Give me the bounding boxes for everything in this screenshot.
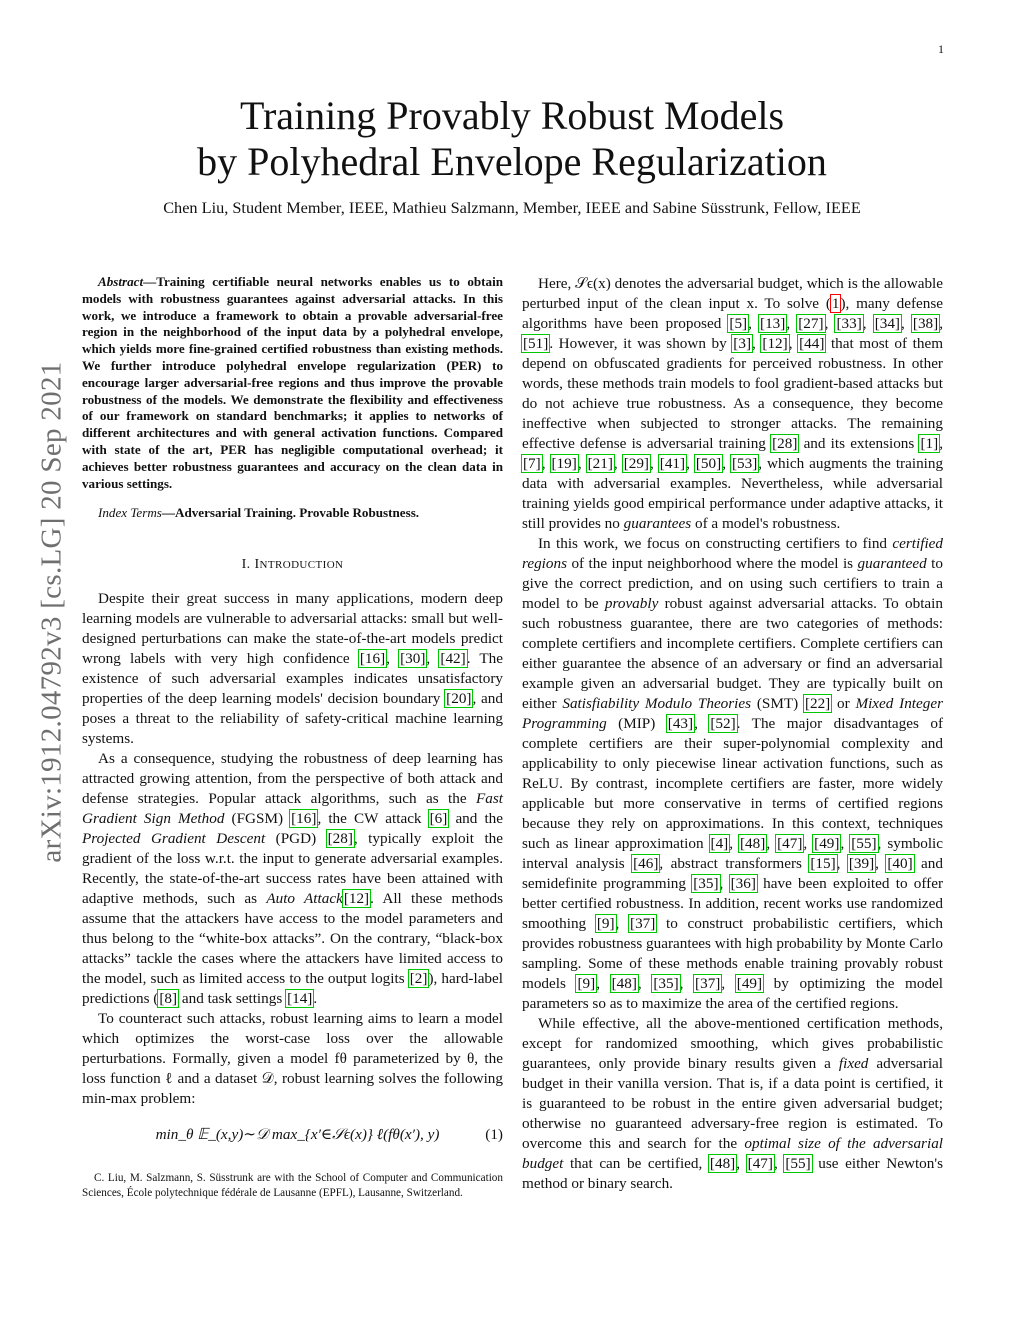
citation-link[interactable]: [20] bbox=[446, 690, 472, 708]
citation-link[interactable]: [16] bbox=[359, 650, 386, 668]
section-heading-introduction bbox=[82, 555, 503, 575]
citation-link[interactable]: [36] bbox=[730, 875, 756, 892]
citation-link[interactable]: [44] bbox=[799, 335, 825, 352]
author-affiliation-footnote: C. Liu, M. Salzmann, S. Süsstrunk are with the School of Computer and Communication Sciences, École polytechnique fédérale de Lausanne (EPFL), Lausanne, Switzerland. bbox=[82, 1172, 503, 1200]
citation-link[interactable]: [37] bbox=[630, 915, 656, 932]
citation-link[interactable]: [33] bbox=[836, 315, 862, 332]
intro-paragraph-1: Despite their great success in many applications, modern deep learning models are vulnerable to adversarial attacks: small but well-designed perturbations can make the state-of-the-art models predict wrong labels with very high confidence [16], [30], [42]. The existence of such adversarial examples indicates unsatisfactory properties of the deep learning models' decision boundary [20], and poses a threat to the reliability of safety-critical machine learning systems. bbox=[82, 590, 504, 748]
citation-link[interactable]: [16] bbox=[291, 810, 317, 828]
citation-link[interactable]: [46] bbox=[633, 855, 659, 872]
citation-link[interactable]: [40] bbox=[887, 855, 913, 872]
citation-link[interactable]: [21] bbox=[587, 455, 613, 472]
citation-link[interactable]: [37] bbox=[695, 975, 721, 992]
citation-link[interactable]: [51] bbox=[523, 335, 549, 352]
arxiv-stamp: arXiv:1912.04792v3 [cs.LG] 20 Sep 2021 bbox=[35, 361, 68, 863]
citation-link[interactable]: [42] bbox=[440, 650, 466, 668]
citation-link[interactable]: [28] bbox=[772, 435, 798, 452]
index-terms bbox=[82, 504, 503, 521]
title-line-1: Training Provably Robust Models bbox=[239, 93, 785, 138]
citation-link[interactable]: [47] bbox=[747, 1155, 773, 1172]
citation-link[interactable]: [39] bbox=[848, 855, 875, 872]
section-rest: NTRODUCTION bbox=[259, 559, 344, 572]
citation-link[interactable]: [55] bbox=[851, 835, 877, 852]
citation-link[interactable]: [14] bbox=[287, 990, 313, 1008]
citation-link[interactable]: [6] bbox=[429, 810, 448, 828]
left-column bbox=[82, 274, 503, 1201]
paper-title bbox=[100, 93, 924, 185]
citation-link[interactable]: [49] bbox=[736, 975, 763, 992]
citation-link[interactable]: [22] bbox=[804, 695, 831, 712]
citation-link[interactable]: [48] bbox=[740, 835, 766, 852]
citation-link[interactable]: [41] bbox=[659, 455, 686, 472]
section-initial: I bbox=[254, 557, 260, 573]
equation-reference-link[interactable]: 1 bbox=[831, 295, 840, 312]
citation-link[interactable]: [2] bbox=[409, 970, 428, 988]
citation-link[interactable]: [29] bbox=[623, 455, 649, 472]
citation-link[interactable]: [48] bbox=[709, 1155, 736, 1172]
author-line: Chen Liu, Student Member, IEEE, Mathieu Salzmann, Member, IEEE and Sabine Süsstrunk, Fellow, IEEE bbox=[163, 198, 861, 217]
citation-link[interactable]: [19] bbox=[551, 455, 577, 472]
equation-formula: min_θ 𝔼_(x,y)∼𝒟 max_{x′∈𝒮ϵ(x)} ℓ(fθ(x′), y) bbox=[155, 1126, 440, 1144]
citation-link[interactable]: [13] bbox=[760, 315, 786, 332]
citation-link[interactable]: [48] bbox=[611, 975, 637, 992]
citation-link[interactable]: [50] bbox=[695, 455, 722, 472]
index-terms-text: —Adversarial Training. Provable Robustness. bbox=[161, 505, 420, 521]
citation-link[interactable]: [53] bbox=[731, 455, 758, 472]
right-paragraph-1: Here, 𝒮ϵ(x) denotes the adversarial budget, which is the allowable perturbed input of the clean input x. To solve (1), many defense algorithms have been proposed [5], [13], [27], [33], [34], [38], [51]. However, it was shown by [3], [12], [44] that most of them depend on obfuscated gradients for perceived robustness. In other words, these methods train models to fool gradient-based attacks but do not achieve true robustness. As a consequence, they become ineffective when subjected to stronger attacks. The remaining effective defense is adversarial training [28] and its extensions [1], [7], [19], [21], [29], [41], [50], [53], which augments the training data with adversarial examples. Nevertheless, while adversarial training yields good empirical performance under adaptive attacks, it still provides no guarantees of a model's robustness. bbox=[522, 275, 944, 532]
citation-link[interactable]: [12] bbox=[343, 890, 370, 908]
citation-link[interactable]: [12] bbox=[762, 335, 788, 352]
citation-link[interactable]: [47] bbox=[777, 835, 803, 852]
abstract-text: —Training certifiable neural networks enables us to obtain models with robustness guarantees against adversarial attacks. In this work, we introduce a framework to obtain a provable adversarial-free region in the neighborhood of the input data by a polyhedral envelope, which yields more fine-grained certified robustness than existing methods. We further introduce polyhedral envelope regularization (PER) to encourage larger adversarial-free regions and thus improve the provable robustness of the models. We demonstrate the flexibility and effectiveness of our framework on standard benchmarks; it applies to networks of different architectures and with general activation functions. Compared with state of the art, PER has negligible computational overhead; it achieves better robustness guarantees and accuracy on the clean data in various settings. bbox=[82, 274, 503, 491]
citation-link[interactable]: [35] bbox=[693, 875, 719, 892]
equation-1 bbox=[82, 1125, 503, 1145]
citation-link[interactable]: [9] bbox=[596, 915, 615, 932]
right-paragraph-3: While effective, all the above-mentioned certification methods, except for randomized smoothing, which gives probabilistic guarantees, only provide binary results given a fixed adversarial budget in their vanilla version. That is, if a data point is certified, it is guaranteed to be robust in the entire given adversarial budget; otherwise no guaranteed adversary-free region is estimated. To overcome this and search for the optimal size of the adversarial budget that can be certified, [48], [47], [55] use either Newton's method or binary search. bbox=[522, 1015, 944, 1192]
abstract-lead: Abstract bbox=[98, 274, 144, 289]
citation-link[interactable]: [34] bbox=[874, 315, 900, 332]
right-column bbox=[522, 274, 943, 1194]
title-line-2: by Polyhedral Envelope Regularization bbox=[197, 139, 827, 184]
citation-link[interactable]: [52] bbox=[710, 715, 736, 732]
intro-paragraph-2: As a consequence, studying the robustness of deep learning has attracted growing attention, from the perspective of both attack and defense strategies. Popular attack algorithms, such as the Fast Gradient Sign Method (FGSM) [16], the CW attack [6] and the Projected Gradient Descent (PGD) [28], typically exploit the gradient of the loss w.r.t. the input to generate adversarial examples. Recently, the state-of-the-art success rates have been attained with adaptive methods, such as Auto Attack[12]. All these methods assume that the attackers have access to the model parameters and thus belong to the “white-box attacks”. On the contrary, “black-box attacks” tackle the cases where the attackers have limited access to the model, such as limited access to the output logits [2]), hard-label predictions ([8] and task settings [14]. bbox=[82, 750, 504, 1008]
page-number: 1 bbox=[938, 42, 944, 56]
abstract bbox=[82, 274, 503, 492]
citation-link[interactable]: [43] bbox=[667, 715, 694, 732]
index-terms-lead: Index Terms bbox=[98, 505, 162, 521]
right-paragraph-2: In this work, we focus on constructing certifiers to find certified regions of the input neighborhood where the model is guaranteed to give the correct prediction, and on using such certifiers to train a model to be provably robust against adversarial attacks. To obtain such robustness guarantee, there are two categories of methods: complete certifiers and incomplete certifiers. Complete certifiers can either guarantee the absence of an adversary or find an adversarial example given an adversarial budget. They are typically built on either Satisfiability Modulo Theories (SMT) [22] or Mixed Integer Programming (MIP) [43], [52]. The major disadvantages of complete certifiers are their super-polynomial complexity and applicability to only piecewise linear activation functions, such as ReLU. By contrast, incomplete certifiers are faster, more widely applicable but more conservative in terms of certified regions because they rely on approximations. In this context, techniques such as linear approximation [4], [48], [47], [49], [55], symbolic interval analysis [46], abstract transformers [15], [39], [40] and semidefinite programming [35], [36] have been exploited to offer better certified robustness. In addition, recent works use randomized smoothing [9], [37] to construct probabilistic certifiers, which provides robustness guarantees with high probability by Monte Carlo sampling. Some of these methods enable training provably robust models [9], [48], [35], [37], [49] by optimizing the model parameters so as to maximize the area of the certified regions. bbox=[522, 535, 944, 1012]
citation-link[interactable]: [30] bbox=[400, 650, 426, 668]
citation-link[interactable]: [9] bbox=[577, 975, 596, 992]
section-numeral: I. bbox=[241, 557, 255, 573]
citation-link[interactable]: [3] bbox=[733, 335, 752, 352]
citation-link[interactable]: [55] bbox=[785, 1155, 811, 1172]
intro-paragraph-3: To counteract such attacks, robust learning aims to learn a model which optimizes the worst-case loss over the allowable perturbations. Formally, given a model fθ parameterized by θ, the loss function ℓ and a dataset 𝒟, robust learning solves the following min-max problem: bbox=[82, 1010, 503, 1108]
citation-link[interactable]: [4] bbox=[710, 835, 729, 852]
citation-link[interactable]: [7] bbox=[523, 455, 541, 472]
citation-link[interactable]: [35] bbox=[653, 975, 679, 992]
citation-link[interactable]: [27] bbox=[798, 315, 824, 332]
citation-link[interactable]: [15] bbox=[810, 855, 836, 872]
equation-number: (1) bbox=[485, 1126, 503, 1144]
citation-link[interactable]: [28] bbox=[327, 830, 353, 848]
citation-link[interactable]: [8] bbox=[159, 990, 178, 1008]
citation-link[interactable]: [49] bbox=[814, 835, 840, 852]
citation-link[interactable]: [1] bbox=[920, 435, 939, 452]
citation-link[interactable]: [5] bbox=[729, 315, 748, 332]
citation-link[interactable]: [38] bbox=[912, 315, 939, 332]
